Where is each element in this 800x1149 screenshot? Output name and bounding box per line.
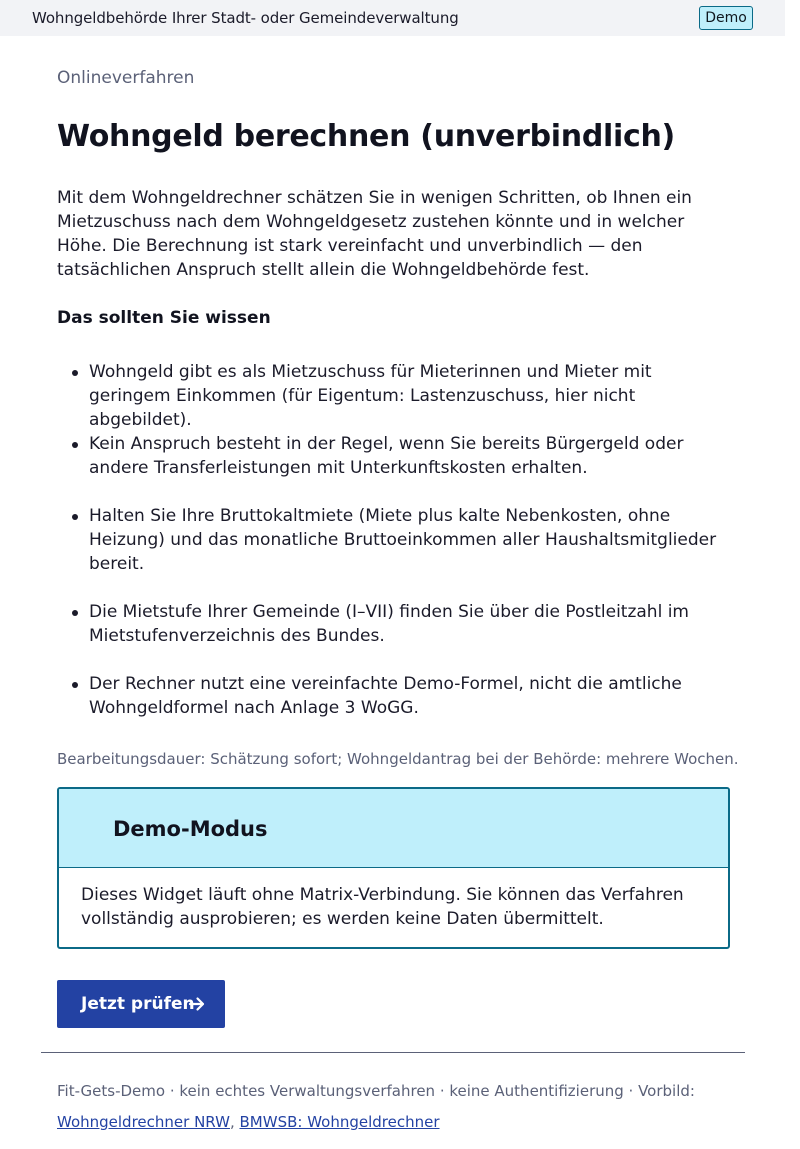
- notice-title: Demo-Modus: [113, 817, 268, 841]
- list-item: [57, 432, 727, 480]
- bullet-icon: [72, 682, 78, 688]
- list-item-text: Der Rechner nutzt eine vereinfachte Demo-Formel, nicht die amtliche Wohngeldformel nach Anlage 3 WoGG.: [89, 674, 682, 718]
- procedure-type-label: Onlineverfahren: [57, 68, 195, 88]
- list-item: [57, 504, 727, 576]
- notice-header: [59, 789, 728, 868]
- list-item: [57, 600, 727, 648]
- page-title: Wohngeld berechnen (unverbindlich): [57, 119, 675, 154]
- footer-separator: ,: [229, 1113, 240, 1131]
- footer-divider: [41, 1052, 745, 1053]
- list-item-text: Kein Anspruch besteht in der Regel, wenn Sie bereits Bürgergeld oder andere Transferleistungen mit Unterkunftskosten erhalten.: [89, 434, 684, 478]
- bullet-icon: [72, 370, 78, 376]
- footer: [57, 1076, 747, 1138]
- link-bmwsb-wohngeldrechner[interactable]: BMWSB: Wohngeldrechner: [239, 1113, 440, 1131]
- bullet-icon: [72, 514, 78, 520]
- footer-text: Fit-Gets-Demo · kein echtes Verwaltungsverfahren · keine Authentifizierung · Vorbild:: [57, 1082, 695, 1100]
- check-now-button[interactable]: [57, 980, 225, 1028]
- link-wohngeldrechner-nrw[interactable]: Wohngeldrechner NRW: [57, 1113, 230, 1131]
- bullet-icon: [72, 442, 78, 448]
- arrow-right-icon: [188, 995, 206, 1013]
- list-item-text: Wohngeld gibt es als Mietzuschuss für Mieterinnen und Mieter mit geringem Einkommen (für Eigentum: Lastenzuschuss, hier nicht abgebildet).: [89, 362, 652, 430]
- notice-body: Dieses Widget läuft ohne Matrix-Verbindung. Sie können das Verfahren vollständig ausprobieren; es werden keine Daten übermittelt.: [81, 885, 684, 929]
- list-item-text: Die Mietstufe Ihrer Gemeinde (I–VII) finden Sie über die Postleitzahl im Mietstufenverzeichnis des Bundes.: [89, 602, 689, 646]
- list-item-text: Halten Sie Ihre Bruttokaltmiete (Miete plus kalte Nebenkosten, ohne Heizung) und das monatliche Bruttoeinkommen aller Haushaltsmitglieder bereit.: [89, 506, 717, 574]
- list-item: [57, 360, 727, 432]
- bullet-icon: [72, 610, 78, 616]
- intro-text: Mit dem Wohngeldrechner schätzen Sie in wenigen Schritten, ob Ihnen ein Mietzuschuss nach dem Wohngeldgesetz zustehen könnte und in welcher Höhe. Die Berechnung ist stark vereinfacht und unverbindlich — den tatsächlichen Anspruch stellt allein die Wohngeldbehörde fest.: [57, 188, 692, 280]
- list-item: [57, 672, 727, 720]
- authority-name: Wohngeldbehörde Ihrer Stadt- oder Gemeindeverwaltung: [32, 9, 459, 27]
- processing-duration: Bearbeitungsdauer: Schätzung sofort; Wohngeldantrag bei der Behörde: mehrere Wochen.: [57, 750, 739, 768]
- demo-mode-notice: [57, 787, 730, 949]
- section-title: Das sollten Sie wissen: [57, 308, 271, 328]
- top-bar: [0, 0, 785, 36]
- demo-badge: Demo: [699, 6, 753, 30]
- check-now-label: Jetzt prüfen: [81, 994, 195, 1014]
